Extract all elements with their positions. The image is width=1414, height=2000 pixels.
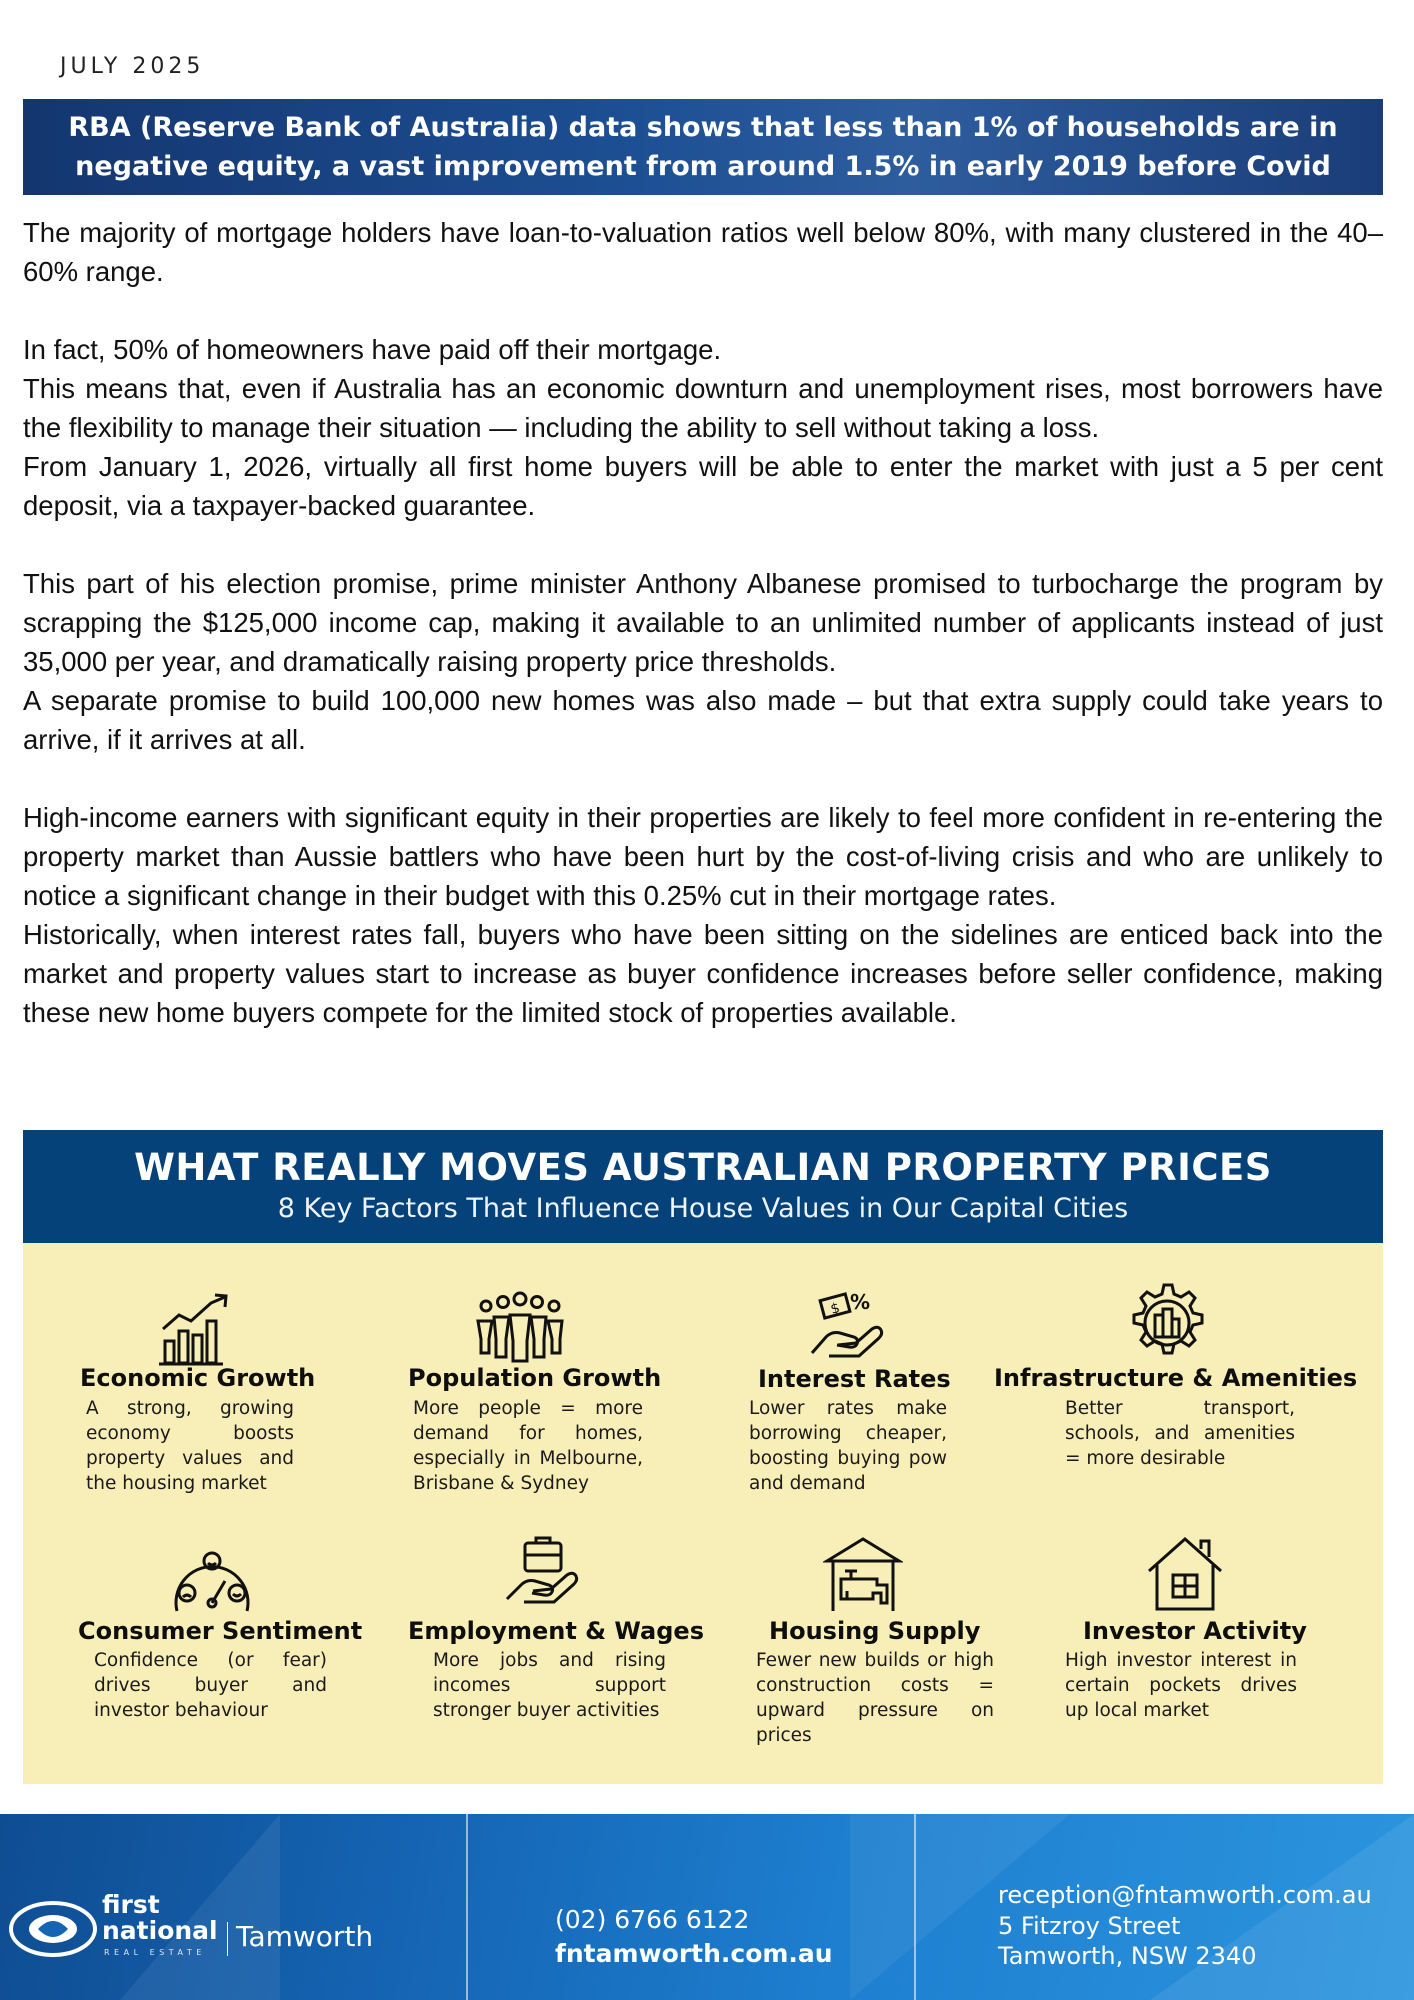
paragraph: This part of his election promise, prime minister Anthony Albanese promised to turbocharge the program by scrapping the $125,000 income cap, making it available to an unlimited number of applicants instead of just 35,000 per year, and dramatically raising property price thresholds. xyxy=(23,568,1383,677)
factors-subtitle: 8 Key Factors That Influence House Values in Our Capital Cities xyxy=(277,1193,1129,1224)
gear-buildings-icon xyxy=(1125,1281,1209,1365)
brand-separator xyxy=(227,1922,228,1956)
factor-desc: More people = more demand for homes, especially in Melbourne, Brisbane & Sydney xyxy=(413,1398,643,1494)
first-national-logo-icon xyxy=(8,1900,98,1958)
factor-desc: A strong, growing economy boosts property values and the housing market xyxy=(86,1398,294,1494)
factor-title: Investor Activity xyxy=(1083,1617,1307,1645)
factor-desc: Confidence (or fear) drives buyer and investor behaviour xyxy=(94,1650,327,1721)
brand-tagline: REAL ESTATE xyxy=(104,1948,206,1957)
factor-desc: High investor interest in certain pockets drives up local market xyxy=(1065,1650,1297,1721)
article-body xyxy=(23,213,1383,1032)
brand-city: Tamworth xyxy=(236,1920,374,1953)
paragraph: Historically, when interest rates fall, buyers who have been sitting on the sidelines are enticed back into the market and property values start to increase as buyer confidence increases before seller confidence, making these new home buyers compete for the limited stock of properties available. xyxy=(23,919,1383,1028)
people-group-icon xyxy=(470,1291,570,1363)
factor-title: Infrastructure & Amenities xyxy=(994,1364,1358,1392)
paragraph: In fact, 50% of homeowners have paid off their mortgage. xyxy=(23,334,722,365)
address-street: 5 Fitzroy Street xyxy=(998,1912,1181,1940)
paragraph: The majority of mortgage holders have loan-to-valuation ratios well below 80%, with many clustered in the 40–60% range. xyxy=(23,217,1383,287)
phone-number[interactable]: (02) 6766 6122 xyxy=(555,1905,750,1934)
paragraph: From January 1, 2026, virtually all first home buyers will be able to enter the market with just a 5 per cent deposit, via a taxpayer-backed guarantee. xyxy=(23,451,1383,521)
address-city: Tamworth, NSW 2340 xyxy=(998,1942,1257,1970)
hand-money-percent-icon xyxy=(808,1287,888,1363)
factor-title: Housing Supply xyxy=(769,1617,981,1645)
factors-panel xyxy=(23,1243,1383,1784)
headline-banner xyxy=(23,99,1383,195)
house-pipe-icon xyxy=(823,1535,903,1615)
svg-text:%: % xyxy=(850,1290,871,1314)
headline-line-1: RBA (Reserve Bank of Australia) data shows that less than 1% of households are in xyxy=(68,112,1338,143)
house-icon xyxy=(1145,1533,1225,1613)
sentiment-gauge-icon xyxy=(169,1541,255,1617)
footer-divider xyxy=(466,1814,468,2000)
factor-title: Interest Rates xyxy=(758,1365,951,1393)
email-link[interactable]: reception@fntamworth.com.au xyxy=(998,1881,1372,1909)
website-link[interactable]: fntamworth.com.au xyxy=(555,1939,833,1968)
brand-first: first xyxy=(102,1890,160,1919)
svg-text:$: $ xyxy=(828,1300,842,1318)
factor-desc: Lower rates make borrowing cheaper, boosting buying pow and demand xyxy=(749,1398,947,1494)
bar-chart-growth-icon xyxy=(155,1291,235,1367)
headline-line-2: negative equity, a vast improvement from around 1.5% in early 2019 before Covid xyxy=(75,151,1331,182)
factor-title: Population Growth xyxy=(408,1364,662,1392)
factor-title: Employment & Wages xyxy=(408,1617,704,1645)
factor-desc: More jobs and rising incomes support stronger buyer activities xyxy=(433,1650,666,1721)
factors-header xyxy=(23,1130,1383,1243)
factor-desc: Fewer new builds or high construction costs = upward pressure on prices xyxy=(756,1650,994,1746)
factor-title: Economic Growth xyxy=(80,1364,316,1392)
factor-desc: Better transport, schools, and amenities = more desirable xyxy=(1065,1398,1295,1469)
hand-briefcase-icon xyxy=(503,1533,583,1613)
paragraph: A separate promise to build 100,000 new homes was also made – but that extra supply could take years to arrive, if it arrives at all. xyxy=(23,685,1383,755)
issue-date: JULY 2025 xyxy=(60,54,205,79)
factor-title: Consumer Sentiment xyxy=(78,1617,363,1645)
brand-national: national xyxy=(102,1916,218,1945)
footer-divider xyxy=(914,1814,916,2000)
paragraph: This means that, even if Australia has an economic downturn and unemployment rises, most borrowers have the flexibility to manage their situation — including the ability to sell without taking a loss. xyxy=(23,373,1383,443)
paragraph: High-income earners with significant equity in their properties are likely to feel more confident in re-entering the property market than Aussie battlers who have been hurt by the cost-of-living crisis and who are unlikely to notice a significant change in their budget with this 0.25% cut in their mortgage rates. xyxy=(23,802,1383,911)
factors-title: WHAT REALLY MOVES AUSTRALIAN PROPERTY PRICES xyxy=(134,1146,1272,1189)
